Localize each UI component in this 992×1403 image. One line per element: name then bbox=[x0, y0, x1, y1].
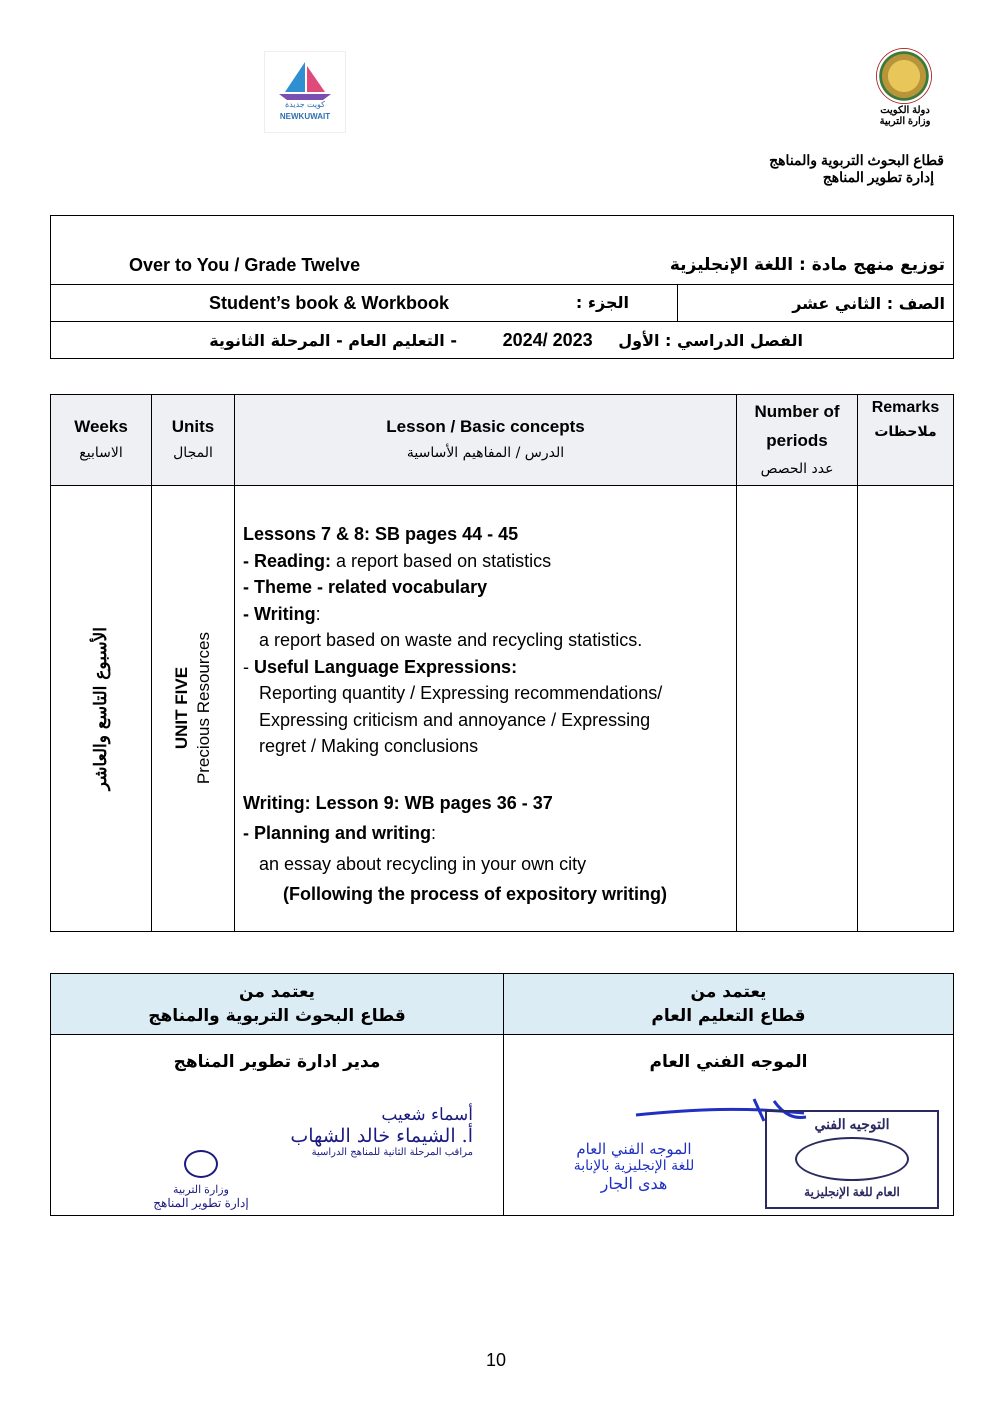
left-approval-org: قطاع البحوث التربوية والمناهج bbox=[148, 1006, 406, 1026]
semester-label: الفصل الدراسي : الأول bbox=[618, 330, 803, 350]
units-ar: المجال bbox=[173, 445, 213, 461]
reading-text: a report based on statistics bbox=[331, 550, 552, 571]
writing-line bbox=[243, 601, 728, 628]
writing-text: a report based on waste and recycling statistics. bbox=[259, 630, 643, 651]
periods-cell bbox=[737, 486, 858, 932]
lessons-heading: Lessons 7 & 8: SB pages 44 - 45 bbox=[243, 524, 519, 545]
planning-colon: : bbox=[431, 823, 437, 844]
right-approval-title: يعتمد من bbox=[690, 982, 767, 1002]
ministry-line-2: وزارة التربية bbox=[879, 116, 931, 127]
left-signature bbox=[290, 1105, 473, 1158]
reading-label: - Reading: bbox=[243, 550, 331, 571]
kuwait-seal-icon bbox=[795, 1137, 909, 1181]
lesson-content bbox=[243, 509, 728, 908]
newkuwait-logo-ar: كويت جديدة bbox=[284, 100, 325, 109]
planning-text: an essay about recycling in your own city bbox=[259, 853, 587, 874]
page-number: 10 bbox=[485, 1350, 507, 1370]
left-stamp bbox=[121, 1150, 281, 1210]
col-header-periods bbox=[737, 395, 858, 486]
useful-text-3: regret / Making conclusions bbox=[259, 736, 479, 757]
left-sig-line-1: أسماء شعيب bbox=[381, 1105, 473, 1125]
units-en: Units bbox=[171, 417, 215, 436]
unit-number: UNIT FIVE bbox=[172, 667, 191, 750]
unit-label bbox=[171, 632, 215, 784]
ministry-line-1: دولة الكويت bbox=[880, 105, 930, 116]
process-note: (Following the process of expository writing) bbox=[283, 884, 668, 905]
left-approval-title: يعتمد من bbox=[239, 982, 315, 1002]
remarks-cell bbox=[858, 486, 954, 932]
approval-right-body bbox=[504, 1035, 954, 1216]
approvals-table bbox=[50, 973, 954, 1216]
books-cell bbox=[51, 285, 678, 322]
sail-icon bbox=[265, 52, 345, 102]
left-sig-line-3: مراقب المرحلة الثانية للمناهج الدراسية bbox=[311, 1147, 473, 1158]
writing-lesson-heading: Writing: Lesson 9: WB pages 36 - 37 bbox=[243, 792, 553, 813]
unit-cell bbox=[152, 486, 235, 932]
periods-en-1: Number of bbox=[754, 401, 840, 421]
writing-colon: : bbox=[315, 603, 321, 624]
useful-line bbox=[243, 654, 728, 681]
weeks-ar: الاسابيع bbox=[79, 445, 123, 461]
col-header-remarks bbox=[858, 395, 954, 486]
week-label: الأسبوع التاسع والعاشر bbox=[91, 626, 111, 791]
useful-dash: - bbox=[243, 656, 254, 677]
planning-line bbox=[243, 820, 728, 847]
approval-right-header bbox=[504, 974, 954, 1035]
newkuwait-logo-en: NEWKUWAIT bbox=[279, 112, 331, 121]
stage-label: - التعليم العام - المرحلة الثانوية bbox=[209, 330, 457, 350]
col-header-weeks bbox=[51, 395, 152, 486]
remarks-en: Remarks bbox=[871, 399, 940, 416]
sector-name: قطاع البحوث التربوية والمناهج bbox=[769, 152, 944, 168]
left-stamp-line-2: إدارة تطوير المناهج bbox=[153, 1196, 249, 1210]
left-stamp-line-1: وزارة التربية bbox=[173, 1184, 229, 1196]
right-stamp-line-1: التوجيه الفني bbox=[814, 1116, 890, 1132]
writing-label: - Writing bbox=[243, 603, 316, 624]
kuwait-crest-icon bbox=[876, 48, 932, 104]
info-table bbox=[50, 215, 954, 359]
newkuwait-logo bbox=[264, 51, 346, 133]
subject-label: توزيع منهج مادة : اللغة الإنجليزية bbox=[669, 255, 945, 275]
right-sig-line-2: للغة الإنجليزية بالإنابة bbox=[573, 1158, 695, 1174]
right-sig-line-3: هدى الجار bbox=[600, 1174, 668, 1193]
approval-left-header bbox=[51, 974, 504, 1035]
ministry-stamp-icon bbox=[184, 1150, 218, 1178]
grade-label: الصف : الثاني عشر bbox=[678, 285, 954, 322]
reading-line bbox=[243, 548, 728, 575]
col-header-units bbox=[152, 395, 235, 486]
right-sig-line-1: الموجه الفني العام bbox=[576, 1140, 692, 1158]
lesson-cell bbox=[235, 486, 737, 932]
right-stamp-line-2: العام للغة الإنجليزية bbox=[804, 1185, 900, 1199]
right-approval-org: قطاع التعليم العام bbox=[651, 1006, 806, 1026]
useful-text-2: Expressing criticism and annoyance / Expressing bbox=[259, 709, 651, 730]
part-label: الجزء : bbox=[575, 292, 629, 312]
lesson-ar: الدرس / المفاهيم الأساسية bbox=[406, 445, 565, 461]
remarks-ar: ملاحظات bbox=[874, 424, 937, 440]
col-header-lesson bbox=[235, 395, 737, 486]
useful-label: Useful Language Expressions: bbox=[254, 656, 518, 677]
course-title: Over to You / Grade Twelve bbox=[129, 255, 361, 275]
approval-left-body bbox=[51, 1035, 504, 1216]
department-name: إدارة تطوير المناهج bbox=[822, 169, 934, 185]
academic-year: 2024/ 2023 bbox=[502, 329, 593, 350]
unit-title: Precious Resources bbox=[194, 632, 213, 785]
right-stamp bbox=[765, 1110, 939, 1209]
curriculum-table bbox=[50, 394, 954, 932]
periods-ar: عدد الحصص bbox=[760, 460, 834, 477]
semester-row bbox=[51, 322, 954, 359]
periods-en-2: periods bbox=[766, 430, 828, 450]
sector-header bbox=[769, 152, 944, 186]
left-approver-role: مدير ادارة تطوير المناهج bbox=[173, 1052, 381, 1072]
subject-row bbox=[51, 216, 954, 285]
useful-text-1: Reporting quantity / Expressing recommendations/ bbox=[259, 683, 663, 704]
week-cell bbox=[51, 486, 152, 932]
left-sig-line-2: أ. الشيماء خالد الشهاب bbox=[290, 1125, 473, 1147]
theme-vocabulary: - Theme - related vocabulary bbox=[243, 577, 488, 598]
weeks-en: Weeks bbox=[74, 417, 128, 436]
books-text: Student’s book & Workbook bbox=[209, 292, 450, 313]
ministry-logo-text bbox=[860, 105, 950, 127]
right-approver-role: الموجه الفني العام bbox=[649, 1052, 808, 1072]
right-signature bbox=[534, 1140, 734, 1193]
planning-label: - Planning and writing bbox=[243, 823, 431, 844]
lesson-en: Lesson / Basic concepts bbox=[386, 417, 585, 436]
